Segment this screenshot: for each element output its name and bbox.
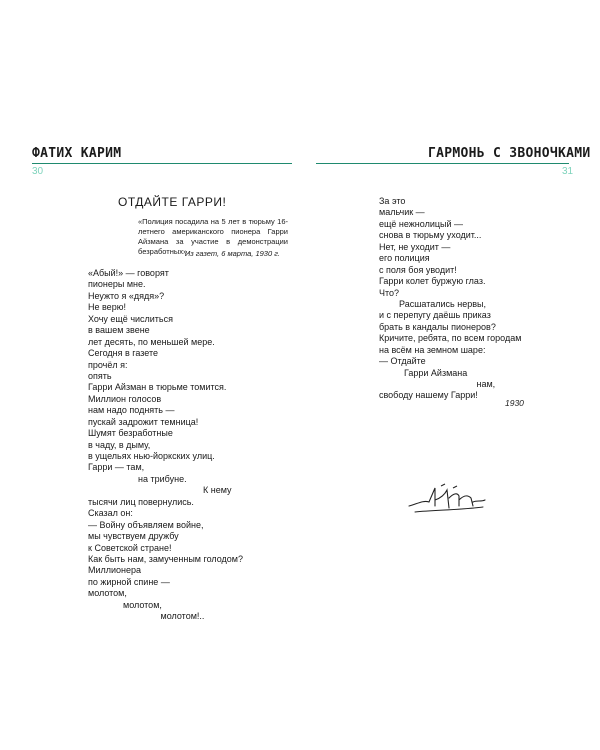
poem-line: опять	[88, 370, 112, 381]
poem-line: Неужто я «дядя»?	[88, 290, 165, 301]
poem-line: свободу нашему Гарри!	[379, 390, 478, 401]
poem-line: — Войну объявляем войне,	[88, 519, 204, 530]
header-rule	[32, 163, 292, 164]
poem-line: Нет, не уходит —	[379, 241, 451, 252]
poem-line: пионеры мне.	[88, 279, 146, 290]
poem-line: Как быть нам, замученным голодом?	[88, 553, 243, 564]
epigraph-source: Из газет, 6 марта, 1930 г.	[184, 249, 280, 258]
poem-line: снова в тюрьму уходит...	[379, 230, 482, 241]
poem-line: в чаду, в дыму,	[88, 439, 151, 450]
poem-line: в вашем звене	[88, 325, 150, 336]
running-header-author: ФАТИХ КАРИМ	[32, 146, 122, 161]
poem-line: брать в кандалы пионеров?	[379, 321, 496, 332]
poem-line: нам,	[379, 379, 496, 389]
poem-line: Миллион голосов	[88, 393, 162, 404]
poem-line: молотом,	[88, 599, 162, 610]
signature-icon	[405, 480, 490, 520]
right-page	[300, 0, 600, 750]
poem-line: в ущельях нью-йоркских улиц.	[88, 451, 215, 461]
poem-line: Гарри Айзман в тюрьме томится.	[88, 382, 227, 393]
poem-line: к Советской стране!	[88, 542, 172, 553]
header-rule	[316, 163, 569, 164]
poem-line: пускай задрожит темница!	[88, 416, 199, 427]
poem-line: Сказал он:	[88, 508, 133, 519]
epigraph: «Полиция посадила на 5 лет в тюрьму 16-летнего американского пионера Гарри Айзмана за участие в демонстрации безработных».	[138, 217, 288, 256]
poem-line: «Абый!» — говорят	[88, 268, 169, 278]
poem-line: К нему	[88, 485, 232, 496]
poem-line: ещё нежнолицый —	[379, 218, 464, 229]
poem-line: по жирной спине —	[88, 576, 170, 587]
poem-line: лет десять, по меньшей мере.	[88, 336, 215, 347]
poem-line: на трибуне.	[88, 473, 187, 484]
running-header-title	[428, 146, 591, 161]
poem-line: Не верю!	[88, 302, 126, 313]
poem-line: Гарри колет буржую глаз.	[379, 276, 486, 287]
poem-line: Что?	[379, 287, 400, 298]
poem-line: мальчик —	[379, 207, 425, 218]
poem-date: 1930	[505, 398, 524, 408]
poem-line: его полиция	[379, 253, 430, 264]
poem-line: Гарри Айзмана	[379, 367, 468, 378]
poem-title: ОТДАЙТЕ ГАРРИ!	[118, 195, 227, 209]
poem-line: молотом,	[88, 588, 127, 599]
page-number: 30	[32, 166, 44, 177]
poem-line: Шумят безработные	[88, 428, 173, 439]
poem-line: тысячи лиц повернулись.	[88, 496, 194, 507]
page-number: 31	[562, 166, 574, 177]
poem-line: За это	[379, 196, 406, 206]
poem-line: Расшатались нервы,	[379, 298, 486, 309]
poem-line: молотом!..	[88, 611, 205, 622]
poem-line: Хочу ещё числиться	[88, 313, 173, 324]
poem-line: Гарри — там,	[88, 462, 145, 473]
poem-line: на всём на земном шаре:	[379, 344, 486, 355]
header-title-text: ГАРМОНЬ С ЗВОНОЧКАМИ	[428, 146, 591, 161]
poem-line: Сегодня в газете	[88, 348, 159, 359]
poem-line: Миллионера	[88, 565, 142, 576]
poem-line: прочёл я:	[88, 359, 128, 370]
poem-text-left	[88, 268, 243, 623]
poem-line: и с перепугу даёшь приказ	[379, 310, 491, 321]
poem-text-right	[379, 196, 521, 402]
poem-line: с поля боя уводит!	[379, 264, 457, 275]
poem-line: Кричите, ребята, по всем городам	[379, 333, 522, 344]
poem-line: — Отдайте	[379, 356, 426, 367]
poem-line: мы чувствуем дружбу	[88, 531, 179, 542]
poem-line: нам надо поднять —	[88, 405, 175, 416]
